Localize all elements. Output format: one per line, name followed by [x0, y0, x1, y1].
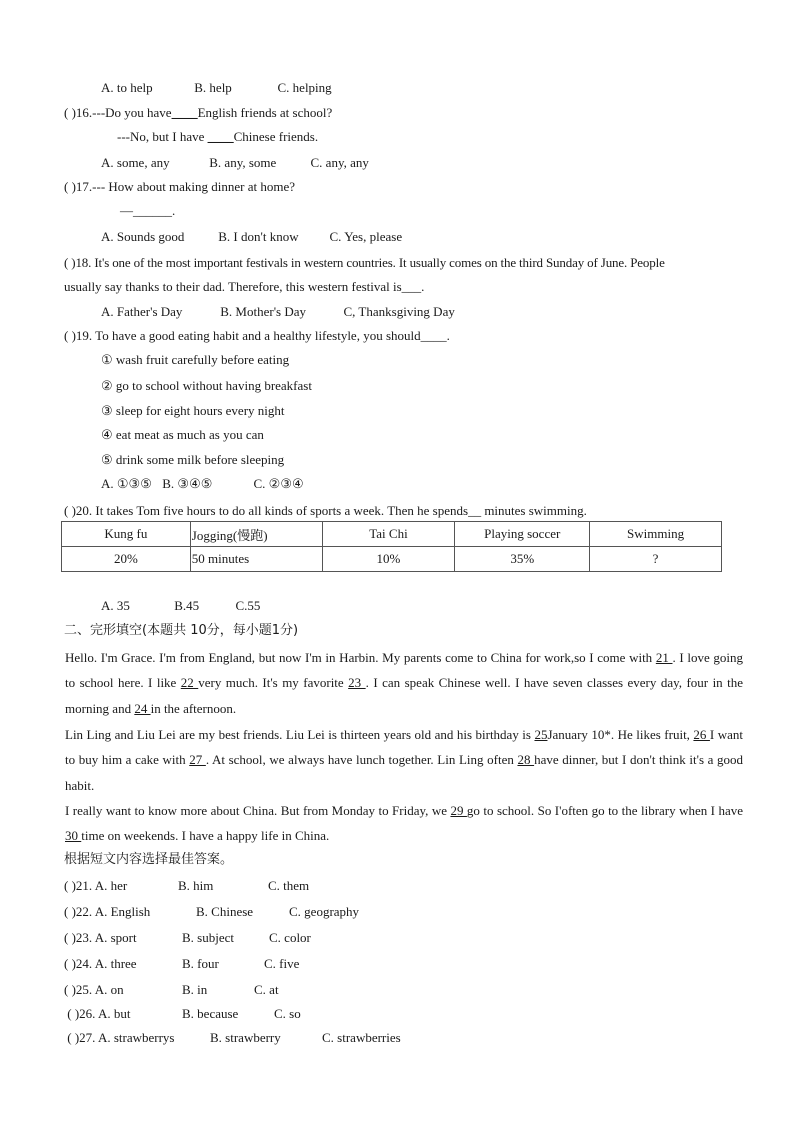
q15-options — [101, 80, 332, 96]
q18-option-b: B. Mother's Day — [220, 304, 307, 319]
q16-stem — [64, 105, 332, 121]
q19-item-3 — [101, 403, 285, 419]
cloze-question-stem: ( )27. A. strawberrys — [64, 1030, 175, 1045]
q19-item-5-num: ⑤ — [101, 452, 113, 467]
q19-options — [101, 476, 304, 492]
q20-option-c: C.55 — [235, 598, 261, 613]
q19-option-b: B. ③④⑤ — [162, 476, 213, 491]
q19-option-c: C. ②③④ — [253, 476, 304, 491]
cloze-question-27 — [64, 1030, 401, 1046]
cloze-paragraph-3 — [65, 798, 743, 849]
cloze-paragraph-2 — [65, 722, 743, 798]
q16-blank-2: ____ — [207, 129, 234, 144]
q19-option-a: A. ①③⑤ — [101, 476, 152, 491]
paragraph-text: I want to buy him a cake with — [65, 727, 744, 768]
q18-options — [101, 304, 455, 320]
cloze-blank: 28 — [517, 752, 535, 768]
q15-option-c: C. helping — [277, 80, 332, 95]
q19-item-4-num: ④ — [101, 427, 113, 442]
q16-option-c: C. any, any — [310, 155, 369, 170]
q16-options — [101, 155, 369, 171]
q19-item-2-text: go to school without having breakfast — [115, 378, 312, 393]
q18-option-a: A. Father's Day — [101, 304, 183, 319]
q16-reply-b: Chinese friends. — [233, 129, 319, 144]
paragraph-text: January 10*. He likes fruit, — [547, 727, 694, 742]
cloze-question-22 — [64, 904, 359, 920]
q19-item-1 — [101, 352, 289, 368]
q18-line-1: ( )18. It's one of the most important festivals in western countries. It usually comes on the third Sunday of June. People — [64, 255, 665, 270]
q17-option-a: A. Sounds good — [101, 229, 185, 244]
cloze-option-b: B. Chinese — [196, 904, 254, 919]
cloze-question-stem: ( )21. A. her — [64, 878, 128, 893]
cloze-blank: 29 — [450, 803, 467, 818]
q20-option-b: B.45 — [174, 598, 200, 613]
cloze-paragraph-1 — [65, 645, 743, 721]
cloze-question-stem: ( )25. A. on — [64, 982, 124, 997]
cloze-option-b: B. four — [182, 956, 219, 971]
q16-mid: English friends at school? — [197, 105, 333, 120]
cloze-option-c: C. at — [254, 982, 279, 997]
paragraph-text: Hello. I'm Grace. I'm from England, but now I'm in Harbin. My parents come to China for work,so I come with — [65, 650, 656, 665]
sports-table-row — [62, 547, 722, 572]
cloze-option-b: B. in — [182, 982, 208, 997]
q17-option-b: B. I don't know — [218, 229, 299, 244]
q18-option-c: C, Thanksgiving Day — [343, 304, 455, 319]
q18-line-2: usually say thanks to their dad. Therefore, this western festival is___. — [64, 279, 425, 294]
cloze-option-c: C. geography — [289, 904, 360, 919]
q19-item-2-num: ② — [101, 378, 113, 393]
q19-item-5 — [101, 452, 284, 468]
q17-stem: ( )17.--- How about making dinner at home? — [64, 179, 296, 194]
cloze-option-b: B. him — [178, 878, 214, 893]
cloze-option-c: C. so — [274, 1006, 301, 1021]
cloze-option-b: B. strawberry — [210, 1030, 281, 1045]
q19-item-4 — [101, 427, 264, 443]
paragraph-text: very much. It's my favorite — [198, 675, 349, 691]
cloze-blank: 22 — [180, 675, 199, 691]
paragraph-text: . I love going to school here. I like — [65, 650, 743, 691]
sports-table-header: Jogging(慢跑) — [190, 522, 322, 547]
paragraph-text: have dinner, but I don't think it's a good habit. — [65, 752, 744, 793]
sports-table-cell: ? — [590, 547, 722, 572]
q16-option-b: B. any, some — [209, 155, 277, 170]
q19-item-4-text: eat meat as much as you can — [115, 427, 264, 442]
sports-table-cell: 35% — [455, 547, 590, 572]
paragraph-text: time on weekends. I have a happy life in China. — [81, 828, 330, 844]
sports-table-cell: 20% — [62, 547, 191, 572]
cloze-option-c: C. them — [268, 878, 310, 893]
cloze-question-stem: ( )23. A. sport — [64, 930, 137, 945]
cloze-blank: 30 — [65, 828, 82, 844]
q19-item-5-text: drink some milk before sleeping — [115, 452, 285, 467]
cloze-option-c: C. color — [269, 930, 311, 945]
q17-answer-line: —______. — [120, 203, 176, 218]
paragraph-text: in the afternoon. — [150, 700, 237, 716]
cloze-blank: 21 — [655, 650, 673, 665]
sports-table — [61, 521, 722, 572]
cloze-question-stem: ( )22. A. English — [64, 904, 151, 919]
q15-option-b: B. help — [194, 80, 232, 95]
cloze-question-stem: ( )24. A. three — [64, 956, 137, 971]
cloze-option-c: C. five — [264, 956, 300, 971]
cloze-question-23 — [64, 930, 311, 946]
section-2-title: 二、完形填空(本题共 10分，每小题1分) — [64, 623, 299, 638]
q15-option-a: A. to help — [101, 80, 153, 95]
cloze-option-c: C. strawberries — [322, 1030, 401, 1045]
q20-option-a: A. 35 — [101, 598, 130, 613]
q19-item-3-num: ③ — [101, 403, 113, 418]
cloze-blank: 24 — [134, 700, 151, 716]
sports-table-header: Playing soccer — [455, 522, 590, 547]
q19-item-1-num: ① — [101, 352, 113, 367]
q16-option-a: A. some, any — [101, 155, 170, 170]
q19-item-2 — [101, 378, 312, 394]
paragraph-text: . At school, we always have lunch together. Lin Ling often — [205, 752, 518, 768]
sports-table-header-row — [62, 522, 722, 547]
cloze-blank: 23 — [348, 675, 366, 691]
cloze-instruction: 根据短文内容选择最佳答案。 — [64, 852, 234, 867]
paragraph-text: . I can speak Chinese well. I have seven classes every day, four in the morning and — [65, 675, 744, 716]
sports-table-cell: 10% — [322, 547, 455, 572]
q16-reply — [117, 129, 318, 145]
paragraph-text: go to school. So I'often go to the library when I have — [466, 803, 744, 818]
paragraph-text: Lin Ling and Liu Lei are my best friends. Liu Lei is thirteen years old and his birthday is — [65, 727, 535, 742]
q19-stem: ( )19. To have a good eating habit and a healthy lifestyle, you should____. — [64, 328, 450, 343]
cloze-option-b: B. subject — [182, 930, 234, 945]
cloze-question-26 — [64, 1006, 301, 1022]
cloze-blank: 27 — [189, 752, 206, 768]
paragraph-text: I really want to know more about China. But from Monday to Friday, we — [65, 803, 451, 818]
q20-stem: ( )20. It takes Tom five hours to do all kinds of sports a week. Then he spends__ minutes swimming. — [64, 503, 587, 518]
cloze-question-21 — [64, 878, 309, 894]
q16-blank-1: ____ — [171, 105, 198, 120]
q17-option-c: C. Yes, please — [329, 229, 403, 244]
cloze-blank: 26 — [693, 727, 710, 742]
sports-table-cell: 50 minutes — [190, 547, 322, 572]
q19-item-1-text: wash fruit carefully before eating — [115, 352, 290, 367]
q16-reply-a: ---No, but I have — [117, 129, 208, 144]
sports-table-header: Tai Chi — [322, 522, 455, 547]
q19-item-3-text: sleep for eight hours every night — [115, 403, 285, 418]
sports-table-header: Swimming — [590, 522, 722, 547]
q16-prefix: ( )16.---Do you have — [64, 105, 172, 120]
q20-options — [101, 598, 260, 614]
cloze-option-b: B. because — [182, 1006, 239, 1021]
q17-options — [101, 229, 402, 245]
cloze-question-24 — [64, 956, 299, 972]
cloze-blank: 25 — [534, 727, 548, 742]
cloze-question-25 — [64, 982, 279, 998]
sports-table-header: Kung fu — [62, 522, 191, 547]
cloze-question-stem: ( )26. A. but — [64, 1006, 131, 1021]
